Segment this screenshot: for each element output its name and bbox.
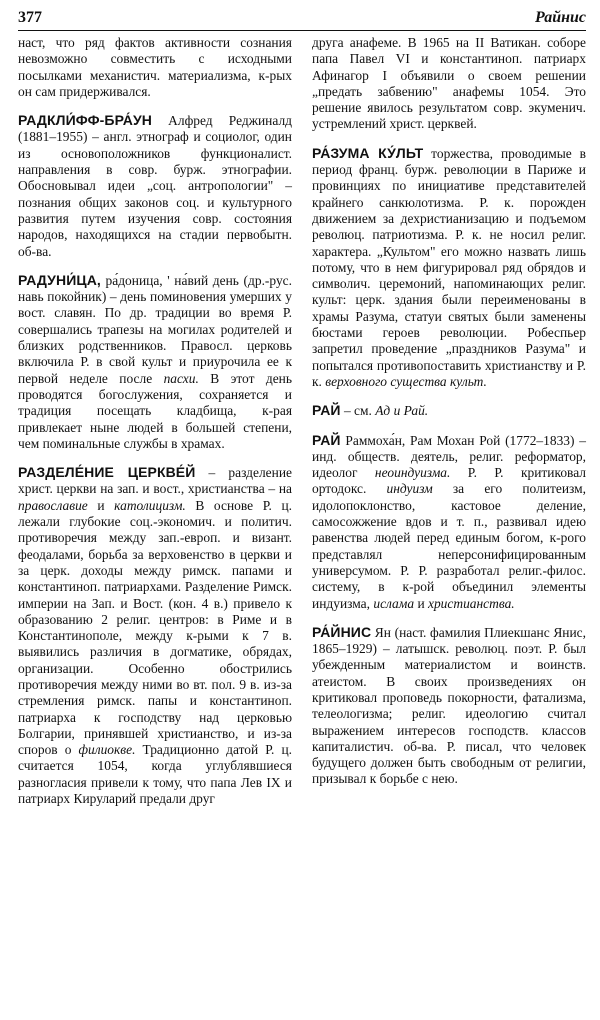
entry-body: и bbox=[87, 497, 115, 513]
entry-body: Алфред Реджиналд (1881–1955) – англ. этнограф и социолог, один из основоположников функционалист. направления в совр. бурж. этнографии. Обосновывал идеи „соц. антропологии" – познания общих законов соц. и культурного развития путем изучения совр. состояния народов, находящихся на стадии первобытн. об-ва. bbox=[18, 113, 292, 259]
cross-reference: ислама bbox=[373, 595, 415, 611]
entry-rammohan-roy bbox=[312, 432, 586, 612]
entry-headword: РАДУНИ́ЦА, bbox=[18, 271, 101, 288]
entry-church-schism bbox=[18, 464, 292, 807]
entry-body: – разделение христ. церкви на зап. и вост., христианства – на bbox=[18, 465, 292, 497]
cross-reference: христианства. bbox=[428, 595, 515, 611]
entry-body: В основе Р. ц. лежали глубокие соц.-экономич. и политич. противоречия между зап.-европ. и визант. феодалами, борьба за верховенство в церкви и за церк. доходы между римск. папами и константиноп. патриархами. Разделение Римск. империи на Зап. и Вост. (кон. 4 в.) привело к образованию 2 религ. центров: в Риме и в Константинополе, между к-рыми к 7 в. выявились различия в догматике, обрядах, организации. Особенно обострились противоречия между ними во вт. пол. 9 в. из-за стремления римск. папы и константиноп. патриарха к господству над церковью Болгарии, принявшей христианство, и из-за споров о bbox=[18, 497, 292, 758]
running-head: Райнис bbox=[535, 9, 586, 26]
entry-body: Ян (наст. фамилия Плиекшанс Янис, 1865–1929) – латышск. революц. поэт. Р. был убежденным материалистом и воинств. атеистом. В своих произведениях он критиковал проповедь покорности, фатализма, телеологизма; религ. идеологию считал выражением интересов господств. классов капиталистич. об-ва. Р. писал, что человек будущего должен быть свободным от религии, призывал к борьбе с нею. bbox=[312, 624, 586, 787]
cross-reference: неоиндуизма. bbox=[374, 465, 451, 481]
entry-headword: РАЙ bbox=[312, 402, 341, 419]
entry-cult-of-reason bbox=[312, 145, 586, 390]
entry-body: и bbox=[414, 595, 428, 611]
text-columns bbox=[18, 35, 586, 819]
cross-reference: индуизм bbox=[386, 481, 433, 497]
entry-body: – см. bbox=[340, 403, 376, 419]
entry-radunitsa bbox=[18, 272, 292, 452]
page-number: 377 bbox=[18, 9, 42, 26]
continued-entry-text: друга анафеме. В 1965 на II Ватикан. соборе папа Павел VI и константиноп. патриарх Афинагор I объявили о своем решении „предать забвению" анафемы 1054. Это решение явилось результатом совр. экуменич. устремлений христ. церквей. bbox=[312, 35, 586, 132]
entry-radcliffe-brown bbox=[18, 112, 292, 260]
right-column bbox=[312, 35, 586, 819]
entry-body: торжества, проводимые в период франц. бурж. революции в Париже и провинциях по инициативе представителей крайнего санкюлотизма. Р. к. порожден движением за дехристианизацию и подъемом революц. патриотизма. Р. к. не носил религ. характера. „Культом" его можно назвать лишь потому, что в нем фигурировал ряд обрядов и символич. церемоний, напоминающих религ. культ: церк. здания были переименованы в храмы Разума, статуи святых были заменены бюстами героев революции. Робеспьер запретил проведение „праздников Разума" и попытался противопоставить христианству и Р. к. bbox=[312, 145, 586, 389]
entry-headword: РАЗДЕЛЕ́НИЕ ЦЕРКВЕ́Й bbox=[18, 464, 196, 481]
entry-body: за его политеизм, идолопоклонство, кастовое деление, самосожжение вдов и т. п., развивал идею равенства людей перед единым богом, к-рого представлял неперсонифицированным универсумом. Р. Р. разработал религ.-филос. систему, в к-рой объединил элементы индуизма, bbox=[312, 481, 586, 611]
page-header bbox=[18, 0, 586, 31]
entry-headword: РА́ЗУМА КУ́ЛЬТ bbox=[312, 144, 424, 161]
entry-headword: РА́ЙНИС bbox=[312, 623, 372, 640]
left-column bbox=[18, 35, 292, 819]
entry-headword: РАЙ bbox=[312, 431, 341, 448]
entry-body: Традиционно датой Р. ц. считается 1054, когда углублявшиеся разногласия привели к тому, что папа Лев IX и патриарх Кируларий предали друг bbox=[18, 742, 292, 807]
entry-body: В этот день проводятся богослужения, сохраняется и традиция посещать кладбища, к-рая привлекает ныне людей в большей степени, чем поминальные службы в храмах. bbox=[18, 370, 292, 451]
continued-entry-text: наст, что ряд фактов активности сознания невозможно совместить с исходными посылками механистич. материализма, к-рых он сам придерживался. bbox=[18, 35, 292, 99]
cross-reference: православие bbox=[18, 497, 88, 513]
entry-body: ра́доница, ' на́вий день (др.-рус. навь покойник) – день поминовения умерших у вост. славян. По др. традиции во время Р. совершались трапезы на могилах родителей и близких родственников. Правосл. церковь включила Р. в свой культ и приурочила ее к первой неделе после bbox=[18, 272, 292, 386]
cross-reference: католицизм. bbox=[114, 497, 186, 513]
cross-reference: Ад и Рай. bbox=[375, 403, 429, 419]
cross-reference: пасхи. bbox=[163, 370, 199, 386]
entry-rai-reference bbox=[312, 402, 586, 419]
entry-body: Р. Р. критиковал ортодокс. bbox=[312, 465, 586, 497]
cross-reference: верховного существа культ. bbox=[325, 373, 487, 389]
entry-body: Раммоха́н, Рам Мохан Рой (1772–1833) – инд. обществ. деятель, религ. реформатор, идеолог bbox=[312, 432, 586, 481]
entry-headword: РАДКЛИ́ФФ-БРА́УН bbox=[18, 112, 153, 129]
entry-rainis bbox=[312, 624, 586, 788]
cross-reference: филиокве. bbox=[78, 742, 136, 758]
